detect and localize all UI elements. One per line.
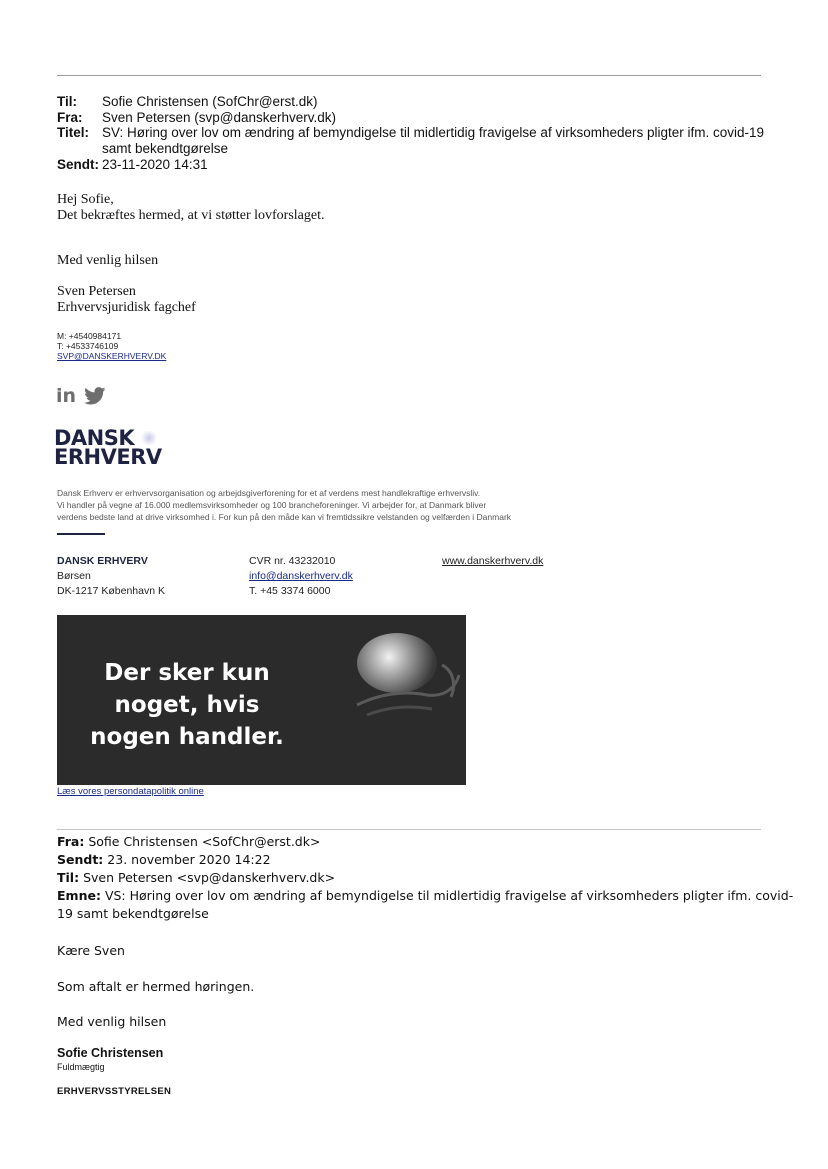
signature-email-link[interactable]: SVP@DANSKERHVERV.DK <box>57 351 167 361</box>
banner-slogan <box>57 657 317 753</box>
info-email-link[interactable]: info@danskerhverv.dk <box>249 570 353 582</box>
signature-name: Sven Petersen <box>57 284 136 299</box>
twitter-icon[interactable] <box>84 387 106 405</box>
forward-divider <box>57 829 761 830</box>
from-label: Fra: <box>57 110 83 125</box>
contact-block <box>249 554 353 599</box>
email2-to <box>57 869 335 887</box>
phone-number: T: +4533746109 <box>57 341 119 351</box>
about-line-2: Vi handler på vegne af 16.000 medlemsvirksomheder og 100 brancheforeninger. Vi arbejder for, at Danmark bliver <box>57 500 487 510</box>
email2-greeting: Kære Sven <box>57 943 125 958</box>
email1-closing: Med venlig hilsen <box>57 253 159 268</box>
signature-title: Erhvervsjuridisk fagchef <box>57 300 196 315</box>
privacy-policy-link[interactable]: Læs vores persondatapolitik online <box>57 786 204 797</box>
from-value: Sven Petersen (svp@danskerhverv.dk) <box>102 110 337 125</box>
email2-from <box>57 833 320 851</box>
email2-subject <box>57 887 793 905</box>
accent-divider <box>57 533 105 535</box>
email2-subject-line-1: VS: Høring over lov om ændring af bemyndigelse til midlertidig fravigelse af virksomheders pligter ifm. covid- <box>104 888 794 903</box>
social-links <box>56 385 116 407</box>
about-line-3: verdens bedste land at drive virksomhed i. For kun på den måde kan vi fremtidssikre velstanden og velfærden i Danmark <box>57 512 512 522</box>
street: Børsen <box>57 570 91 582</box>
logo-line-2: ERHVERV <box>54 445 162 469</box>
email2-subject-label: Emne: <box>57 888 101 903</box>
email2-sent-value: 23. november 2020 14:22 <box>107 852 271 867</box>
email2-signature-org: ERHVERVSSTYRELSEN <box>57 1086 172 1097</box>
email2-from-value: Sofie Christensen <SofChr@erst.dk> <box>88 834 321 849</box>
subject-label: Titel: <box>57 125 90 140</box>
subject-line-1: SV: Høring over lov om ændring af bemyndigelse til midlertidig fravigelse af virksomheders pligter ifm. covid-19 <box>102 125 765 140</box>
email2-signature-title: Fuldmægtig <box>57 1062 105 1072</box>
top-divider <box>57 75 761 76</box>
campaign-banner[interactable] <box>57 615 466 785</box>
dansk-erhverv-logo <box>54 426 162 469</box>
banner-line-2: noget, hvis <box>114 692 260 718</box>
banner-line-1: Der sker kun <box>104 660 270 686</box>
email2-to-value: Sven Petersen <svp@danskerhverv.dk> <box>83 870 336 885</box>
email2-to-label: Til: <box>57 870 80 885</box>
to-value: Sofie Christensen (SofChr@erst.dk) <box>102 94 318 109</box>
email1-body: Det bekræftes hermed, at vi støtter lovforslaget. <box>57 208 325 223</box>
email2-subject-line-2: 19 samt bekendtgørelse <box>57 906 209 921</box>
email2-from-label: Fra: <box>57 834 85 849</box>
org-name: DANSK ERHVERV <box>57 555 148 567</box>
city: DK-1217 København K <box>57 585 165 597</box>
email2-sent-label: Sendt: <box>57 852 104 867</box>
to-label: Til: <box>57 94 77 109</box>
email2-body: Som aftalt er hermed høringen. <box>57 979 255 994</box>
email1-greeting: Hej Sofie, <box>57 192 114 207</box>
mobile-number: M: +4540984171 <box>57 331 122 341</box>
email2-signature-name: Sofie Christensen <box>57 1046 164 1060</box>
about-line-1: Dansk Erhverv er erhvervsorganisation og arbejdsgiverforening for et af verdens mest handlekraftige erhvervsliv. <box>57 488 481 498</box>
banner-line-3: nogen handler. <box>90 724 284 750</box>
sent-label: Sendt: <box>57 157 99 172</box>
website-link[interactable]: www.danskerhverv.dk <box>442 555 544 567</box>
cvr-number: CVR nr. 43232010 <box>249 555 336 567</box>
address-block <box>57 554 165 599</box>
logo-line-1: DANSK <box>54 426 135 450</box>
linkedin-icon[interactable]: in <box>56 385 77 407</box>
email2-closing: Med venlig hilsen <box>57 1014 167 1029</box>
org-phone: T. +45 3374 6000 <box>249 585 331 597</box>
hand-image <box>347 635 466 725</box>
sent-value: 23-11-2020 14:31 <box>102 157 208 172</box>
email2-sent <box>57 851 271 869</box>
subject-line-2: samt bekendtgørelse <box>102 141 229 156</box>
logo-sparkle <box>140 431 158 445</box>
